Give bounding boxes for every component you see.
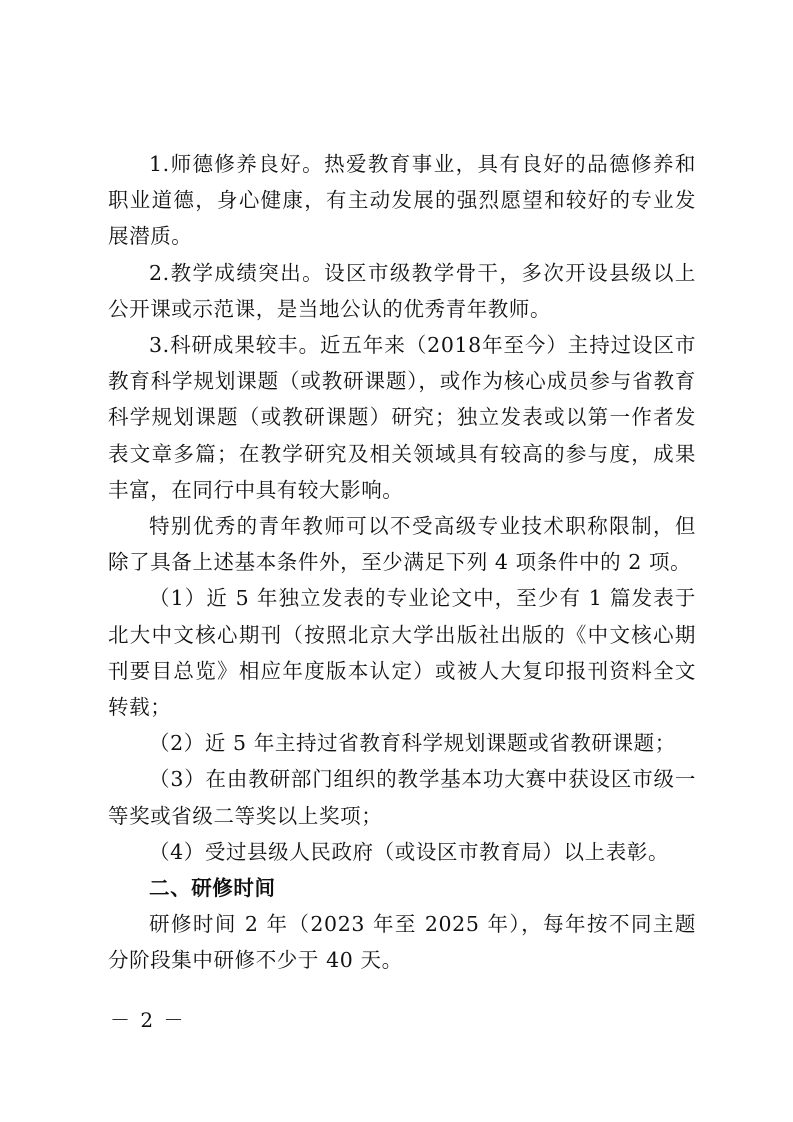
document-body	[108, 146, 696, 979]
section-heading: 二、研修时间	[149, 876, 276, 901]
condition-item-2: （2）近 5 年主持过省教育科学规划课题或省教研课题；	[149, 731, 676, 756]
paragraph-ethics: 1.师德修养良好。热爱教育事业，具有良好的品德修养和职业道德，身心健康，有主动发展的强烈愿望和较好的专业发展潜质。	[108, 152, 696, 249]
paragraph-teaching: 2.教学成绩突出。设区市级教学骨干，多次开设县级以上公开课或示范课，是当地公认的优秀青年教师。	[108, 260, 696, 321]
condition-item-4: （4）受过县级人民政府（或设区市教育局）以上表彰。	[149, 839, 670, 864]
page-number: － 2 －	[110, 1008, 186, 1032]
condition-item-1: （1）近 5 年独立发表的专业论文中，至少有 1 篇发表于北大中文核心期刊（按照北京大学出版社出版的《中文核心期刊要目总览》相应年度版本认定）或被人大复印报刊资料全文转载；	[108, 586, 696, 720]
paragraph-research: 3.科研成果较丰。近五年来（2018年至今）主持过设区市教育科学规划课题（或教研课题），或作为核心成员参与省教育科学规划课题（或教研课题）研究；独立发表或以第一作者发表文章多篇；在教学研究及相关领域具有较高的参与度，成果丰富，在同行中具有较大影响。	[108, 333, 696, 502]
paragraph-exceptional: 特别优秀的青年教师可以不受高级专业技术职称限制，但除了具备上述基本条件外，至少满足下列 4 项条件中的 2 项。	[108, 514, 696, 575]
paragraph-study-time: 研修时间 2 年（2023 年至 2025 年），每年按不同主题分阶段集中研修不少于 40 天。	[108, 912, 696, 973]
condition-item-3: （3）在由教研部门组织的教学基本功大赛中获设区市级一等奖或省级二等奖以上奖项；	[108, 767, 696, 828]
